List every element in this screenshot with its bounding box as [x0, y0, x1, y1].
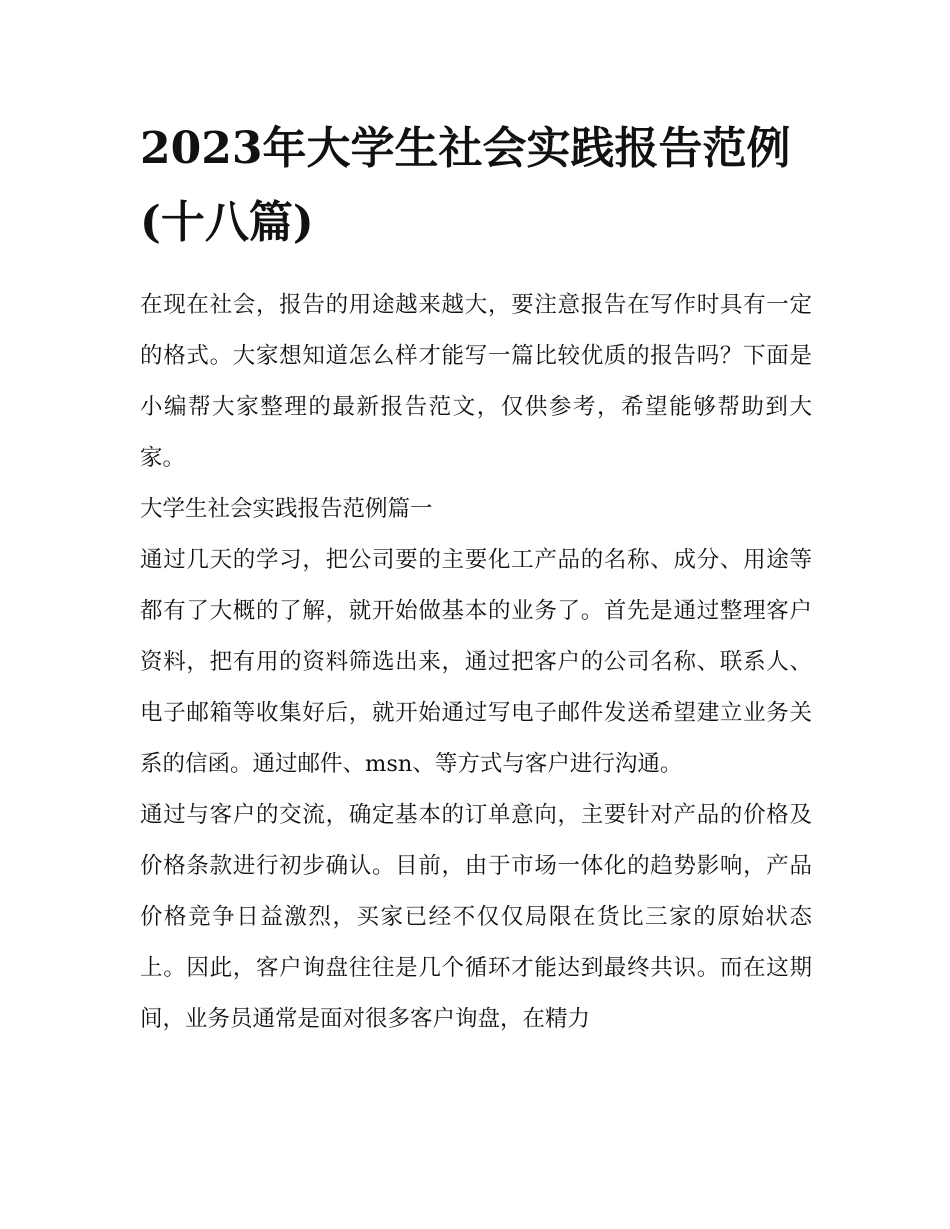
- body-paragraph-2: 通过与客户的交流，确定基本的订单意向，主要针对产品的价格及价格条款进行初步确认。目前，由于市场一体化的趋势影响，产品价格竞争日益激烈，买家已经不仅仅局限在货比三家的原始状态上。因此，客户询盘往往是几个循环才能达到最终共识。而在这期间，业务员通常是面对很多客户询盘，在精力: [140, 802, 812, 1032]
- body-paragraph-1: 通过几天的学习，把公司要的主要化工产品的名称、成分、用途等都有了大概的了解，就开始做基本的业务了。首先是通过整理客户资料，把有用的资料筛选出来，通过把客户的公司名称、联系人、电子邮箱等收集好后，就开始通过写电子邮件发送希望建立业务关系的信函。通过邮件、msn、等方式与客户进行沟通。: [140, 547, 812, 777]
- document-body: [140, 112, 812, 1045]
- section-heading: 大学生社会实践报告范例篇一: [140, 496, 433, 522]
- intro-paragraph: 在现在社会，报告的用途越来越大，要注意报告在写作时具有一定的格式。大家想知道怎么样才能写一篇比较优质的报告吗？下面是小编帮大家整理的最新报告范文，仅供参考，希望能够帮助到大家。: [140, 292, 812, 471]
- document-title: 2023年大学生社会实践报告范例(十八篇): [140, 123, 791, 248]
